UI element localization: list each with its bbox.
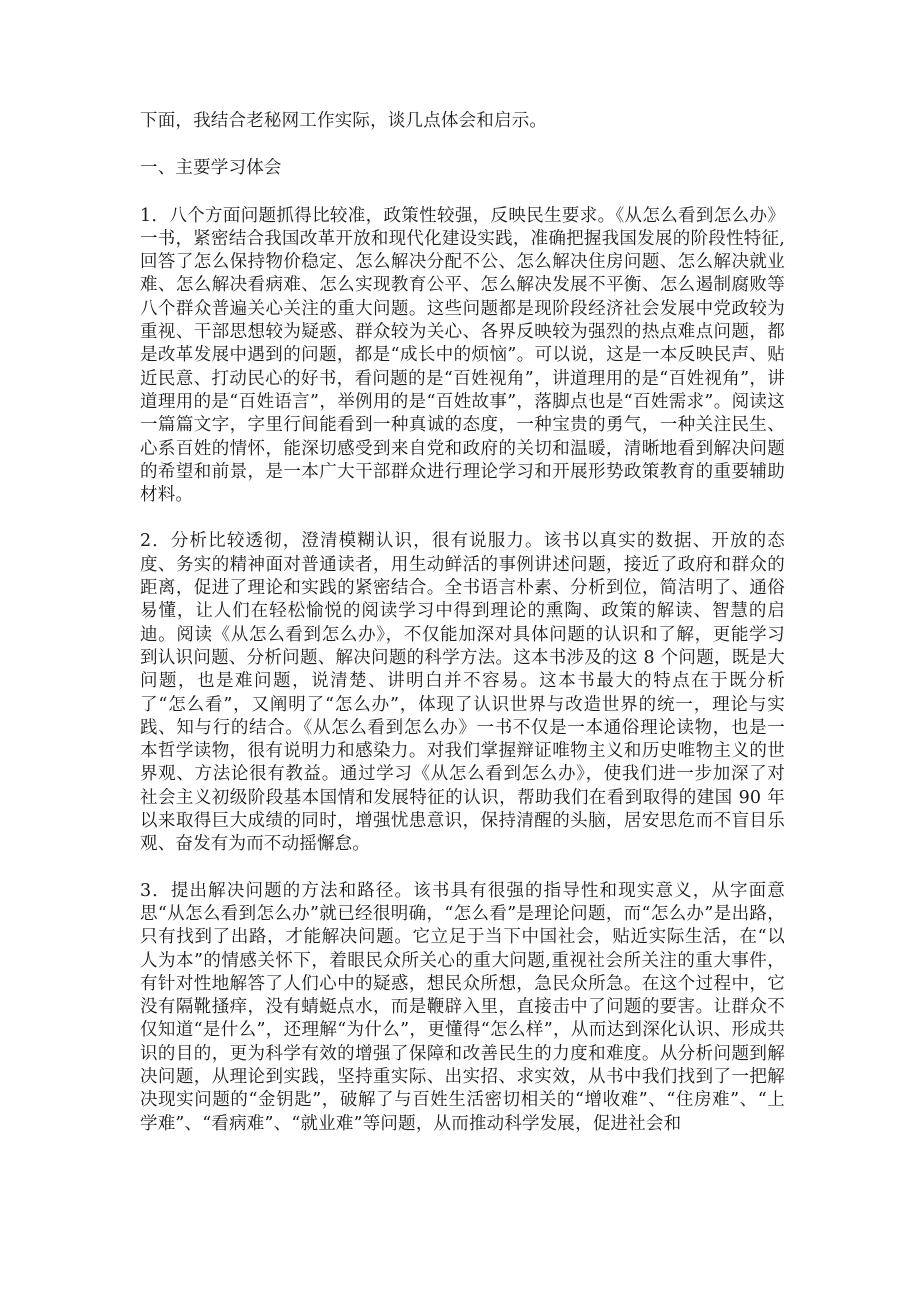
- document-page: [140, 110, 785, 1159]
- paragraph-2: 2．分析比较透彻，澄清模糊认识，很有说服力。该书以真实的数据、开放的态度、务实的精神面对普通读者，用生动鲜活的事例讲述问题，接近了政府和群众的距离，促进了理论和实践的紧密结合。全书语言朴素、分析到位，简洁明了、通俗易懂，让人们在轻松愉悦的阅读学习中得到理论的熏陶、政策的解读、智慧的启迪。阅读《从怎么看到怎么办》，不仅能加深对具体问题的认识和了解，更能学习到认识问题、分析问题、解决问题的科学方法。这本书涉及的这 8 个问题，既是大问题，也是难问题，说清楚、讲明白并不容易。这本书最大的特点在于既分析了“怎么看”，又阐明了“怎么办”，体现了认识世界与改造世界的统一，理论与实践、知与行的结合。《从怎么看到怎么办》一书不仅是一本通俗理论读物，也是一本哲学读物，很有说明力和感染力。对我们掌握辩证唯物主义和历史唯物主义的世界观、方法论很有教益。通过学习《从怎么看到怎么办》，使我们进一步加深了对社会主义初级阶段基本国情和发展特征的认识，帮助我们在看到取得的建国 90 年以来取得巨大成绩的同时，增强忧患意识，保持清醒的头脑，居安思危而不盲目乐观、奋发有为而不动摇懈怠。: [140, 531, 785, 855]
- section-heading: 一、主要学习体会: [140, 158, 282, 179]
- paragraph-3: 3．提出解决问题的方法和路径。该书具有很强的指导性和现实意义，从字面意思“从怎么看到怎么办”就已经很明确，“怎么看”是理论问题，而“怎么办”是出路，只有找到了出路，才能解决问题。它立足于当下中国社会，贴近实际生活，在“以人为本”的情感关怀下，着眼民众所关心的重大问题,重视社会所关注的重大事件，有针对性地解答了人们心中的疑惑，想民众所想，急民众所急。在这个过程中，它没有隔靴搔痒，没有蜻蜓点水，而是鞭辟入里，直接击中了问题的要害。让群众不仅知道“是什么”，还理解“为什么”，更懂得“怎么样”，从而达到深化认识、形成共识的目的，更为科学有效的增强了保障和改善民生的力度和难度。从分析问题到解决问题，从理论到实践，坚持重实际、出实招、求实效，从书中我们找到了一把解决现实问题的“金钥匙”，破解了与百姓生活密切相关的“增收难”、“住房难”、“上学难”、“看病难”、“就业难”等问题，从而推动科学发展，促进社会和: [140, 880, 785, 1134]
- intro-paragraph: 下面，我结合老秘网工作实际，谈几点体会和启示。: [140, 111, 548, 131]
- paragraph-1: 1．八个方面问题抓得比较准，政策性较强，反映民生要求。《从怎么看到怎么办》一书，紧密结合我国改革开放和现代化建设实践，准确把握我国发展的阶段性特征,回答了怎么保持物价稳定、怎么解决分配不公、怎么解决住房问题、怎么解决就业难、怎么解决看病难、怎么实现教育公平、怎么解决发展不平衡、怎么遏制腐败等八个群众普遍关心关注的重大问题。这些问题都是现阶段经济社会发展中党政较为重视、干部思想较为疑惑、群众较为关心、各界反映较为强烈的热点难点问题，都是改革发展中遇到的问题，都是“成长中的烦恼”。可以说，这是一本反映民声、贴近民意、打动民心的好书，看问题的是“百姓视角”，讲道理用的是“百姓视角”，讲道理用的是“百姓语言”，举例用的是“百姓故事”，落脚点也是“百姓需求”。阅读这一篇篇文字，字里行间能看到一种真诚的态度，一种宝贵的勇气，一种关注民生、心系百姓的情怀，能深切感受到来自党和政府的关切和温暖，清晰地看到解决问题的希望和前景，是一本广大干部群众进行理论学习和开展形势政策教育的重要辅助材料。: [140, 205, 785, 506]
